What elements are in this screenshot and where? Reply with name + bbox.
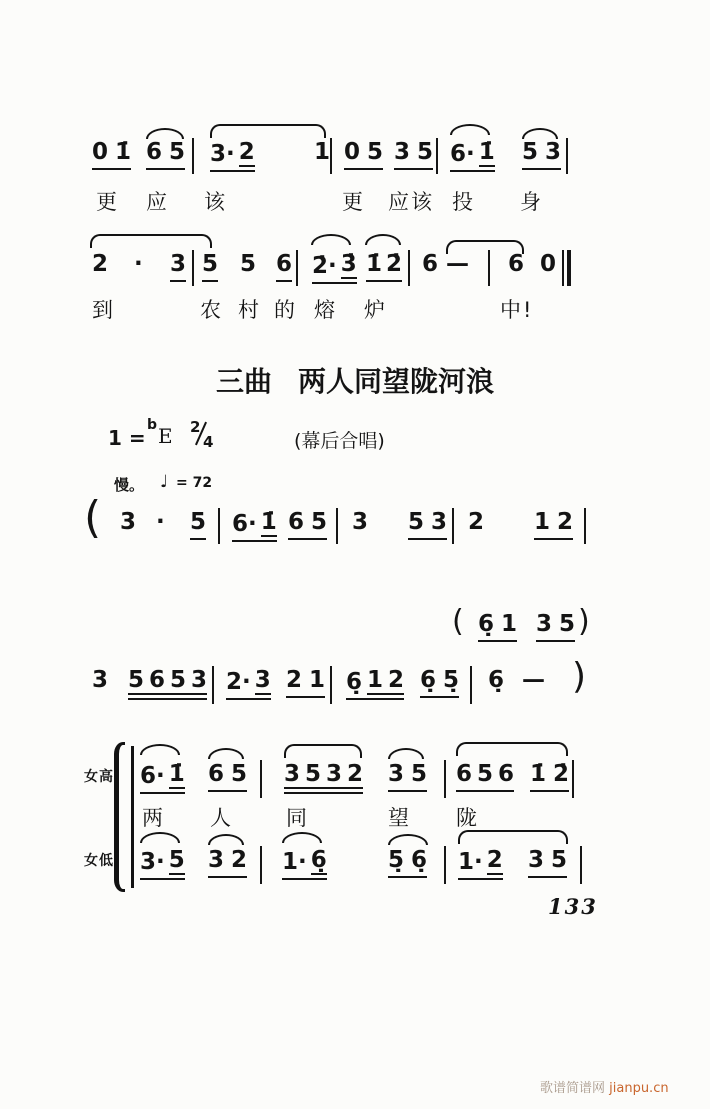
note: 6 (146, 139, 163, 165)
note: 2̇ (553, 761, 570, 787)
note: 6· (232, 511, 257, 537)
note: 6 (456, 761, 473, 787)
note: 1̇ (530, 761, 547, 787)
rest-note: 0 (540, 251, 557, 277)
augmentation-dot: · (134, 251, 143, 277)
augmentation-dot: · (156, 509, 165, 535)
close-paren: ) (578, 604, 590, 639)
note: 3 (545, 139, 562, 165)
note: 5 (311, 509, 328, 535)
lyric: 陇 (456, 806, 479, 830)
note-group (286, 668, 325, 698)
barline (330, 138, 332, 174)
note-group (92, 140, 131, 170)
note-group (232, 510, 277, 542)
note-group (226, 668, 271, 700)
note: 5 (367, 139, 384, 165)
note: 3 (208, 847, 225, 873)
alto-staff (0, 824, 710, 934)
slur-arc (146, 128, 184, 139)
note: 5 (170, 667, 187, 693)
slur-arc (140, 832, 180, 843)
note-group (458, 848, 503, 880)
barline (436, 138, 438, 174)
note-group (346, 668, 404, 700)
note: 1 (501, 611, 518, 637)
slur-arc (388, 834, 428, 845)
lyric: 人 (210, 806, 233, 830)
note: 3· (210, 141, 235, 167)
lyric: 应该 (388, 190, 434, 214)
note: 3 (536, 611, 553, 637)
open-paren: ( (84, 492, 102, 543)
note: 5 (169, 848, 185, 875)
note: 6̣ (478, 611, 495, 637)
note: 2 (286, 667, 303, 693)
note: 6̣ (411, 847, 428, 873)
note: 1 (309, 667, 326, 693)
quarter-note-icon: ♩ (160, 472, 169, 492)
note: 2 (487, 848, 503, 875)
note: 6 (288, 509, 305, 535)
lyric: 更 (96, 190, 119, 214)
slur-arc (282, 832, 322, 843)
barline (192, 138, 194, 174)
note: 2 (388, 667, 405, 693)
lyric: 农 (200, 298, 223, 322)
note: 2̇· (312, 253, 337, 279)
key-base: 1 = (108, 426, 146, 450)
note: 2 (231, 847, 248, 873)
close-paren: ) (572, 656, 587, 697)
watermark-site-name: 歌谱简谱网 (540, 1081, 610, 1096)
song-name: 两人同望陇河浪 (298, 365, 495, 398)
lyric: 熔 (314, 298, 337, 322)
barline (572, 760, 574, 798)
duration-dash: — (446, 251, 469, 277)
barline (580, 846, 582, 884)
note: 6· (450, 141, 475, 167)
song-title (0, 360, 710, 400)
note: 1̇ (115, 139, 132, 165)
note: 3 (326, 761, 343, 787)
note: 1̇ (366, 251, 383, 277)
note: 2· (226, 669, 251, 695)
note: 5 (169, 139, 186, 165)
note-group (530, 762, 569, 792)
lyric: 望 (388, 806, 411, 830)
note: 5 (522, 139, 539, 165)
note-group (146, 140, 185, 170)
note: 2 (557, 509, 574, 535)
note: 6̣ (488, 667, 505, 693)
note: 5 (231, 761, 248, 787)
open-paren: ( (452, 604, 464, 639)
barline (566, 138, 568, 174)
slur-arc (90, 234, 212, 248)
lyric: 村 (238, 298, 261, 322)
note-group (208, 848, 247, 878)
note: 2̇ (386, 251, 403, 277)
note: 6 (208, 761, 225, 787)
note: 6 (149, 667, 166, 693)
note-group (312, 252, 357, 284)
note-group (128, 668, 207, 700)
note-group (282, 848, 327, 880)
lyric: 中! (500, 298, 534, 322)
lyric: 的 (274, 298, 297, 322)
key-letter: E (158, 424, 173, 448)
slur-arc (456, 742, 568, 756)
note: 5 (408, 509, 425, 535)
lyric: 身 (520, 190, 543, 214)
note: 6̣ (311, 848, 327, 875)
voice-label-soprano: 女高 (84, 769, 114, 785)
slur-arc (311, 234, 351, 245)
note: 3· (140, 849, 165, 875)
note-group (394, 140, 433, 170)
slur-arc (210, 124, 326, 138)
note: 5̣ (443, 667, 460, 693)
note: 6· (140, 763, 165, 789)
note: 5̣ (388, 847, 405, 873)
note: 2 (347, 761, 364, 787)
note: 6 (276, 252, 292, 282)
lyric: 应 (146, 190, 169, 214)
time-signature (188, 418, 220, 452)
slur-arc (388, 748, 424, 759)
slur-arc (140, 744, 180, 755)
key-signature-row (0, 417, 710, 464)
tempo-word: 慢。 (114, 476, 145, 494)
note-group (388, 848, 427, 878)
note: 5 (240, 251, 257, 277)
note: 1· (458, 849, 483, 875)
note-group (536, 612, 575, 642)
duration-dash: — (522, 667, 545, 693)
note-group (208, 762, 247, 792)
note-group (210, 140, 255, 172)
staff-line-3 (0, 492, 710, 606)
note: 2 (468, 509, 485, 535)
note: 0 (92, 139, 109, 165)
note: 5 (305, 761, 322, 787)
lyric: 同 (286, 806, 309, 830)
note: 5 (411, 761, 428, 787)
note: 1 (314, 139, 331, 165)
note-group (478, 612, 517, 642)
note: 3 (394, 139, 411, 165)
slur-arc (208, 834, 244, 845)
barline (584, 508, 586, 544)
lyric: 两 (142, 806, 165, 830)
note: 3 (191, 667, 208, 693)
pickup-fragment (0, 602, 710, 662)
barline (296, 250, 298, 286)
note-group (140, 848, 185, 880)
note: 3̇ (341, 252, 357, 279)
barline (260, 760, 262, 798)
lyric: 该 (204, 190, 227, 214)
note-group (388, 762, 427, 792)
note: 1̇ (479, 140, 495, 167)
note: 3 (431, 509, 448, 535)
watermark (540, 1077, 669, 1096)
note: 6 (422, 251, 439, 277)
slur-arc (522, 128, 558, 139)
note-group (528, 848, 567, 878)
lyric: 到 (92, 298, 115, 322)
note: 6̣ (420, 667, 437, 693)
time-numerator: 2 (190, 418, 201, 436)
ensemble-note: (幕后合唱) (294, 430, 385, 452)
note: 3 (388, 761, 405, 787)
barline (408, 250, 410, 286)
tempo-value: = 72 (176, 475, 213, 491)
note: 6 (498, 761, 515, 787)
song-number: 三曲 (215, 365, 272, 398)
barline (192, 250, 194, 286)
lyric: 投 (452, 190, 475, 214)
barline (452, 508, 454, 544)
lyric: 炉 (364, 298, 387, 322)
barline (330, 666, 332, 704)
barline (336, 508, 338, 544)
page-number: 133 (548, 894, 598, 919)
barline (470, 666, 472, 704)
note: 6̣ (346, 669, 363, 695)
note: 3 (528, 847, 545, 873)
note-group (420, 668, 459, 698)
note-group (522, 140, 561, 170)
note: 3 (120, 509, 137, 535)
note-group (344, 140, 383, 170)
barline (260, 846, 262, 884)
note: 1 (367, 667, 384, 693)
note: 1· (282, 849, 307, 875)
note: 3 (92, 667, 109, 693)
barline (488, 250, 490, 286)
final-barline (562, 250, 564, 286)
watermark-domain: jianpu.cn (609, 1081, 669, 1096)
note: 1̇ (261, 510, 277, 537)
staff-line-2 (0, 232, 710, 342)
final-barline (567, 250, 571, 286)
note-group (366, 252, 402, 282)
staff-line-1 (0, 126, 710, 236)
note-group (284, 762, 363, 794)
note: 5 (128, 667, 145, 693)
note: 5 (551, 847, 568, 873)
note-group (534, 510, 573, 540)
note-group (456, 762, 514, 792)
slur-arc (208, 748, 244, 759)
slur-arc (458, 830, 568, 844)
note: 6 (508, 251, 525, 277)
slur-arc (450, 124, 490, 135)
note: 2 (92, 251, 109, 277)
note: 3 (170, 252, 186, 282)
lyric: 更 (342, 190, 365, 214)
note: 3 (352, 509, 369, 535)
note: 3 (255, 668, 271, 695)
slur-arc (365, 234, 401, 245)
note-group (140, 762, 185, 794)
barline (218, 508, 220, 544)
tempo-row (0, 472, 710, 498)
flat-sign: b (147, 417, 158, 433)
time-denominator: 4 (203, 433, 214, 451)
barline (212, 666, 214, 704)
note: 1̇ (169, 762, 185, 789)
slur-arc (284, 744, 362, 758)
barline (444, 760, 446, 798)
note: 5 (190, 510, 206, 540)
note-group (450, 140, 495, 172)
note: 1 (534, 509, 551, 535)
note: 5 (559, 611, 576, 637)
voice-label-alto: 女低 (84, 853, 114, 869)
note: 5 (417, 139, 434, 165)
note: 3 (284, 761, 301, 787)
note: 5 (477, 761, 494, 787)
note-group (408, 510, 447, 540)
barline (444, 846, 446, 884)
note: 2 (239, 140, 255, 167)
note: 5 (202, 252, 218, 282)
note: 0 (344, 139, 361, 165)
note-group (288, 510, 327, 540)
